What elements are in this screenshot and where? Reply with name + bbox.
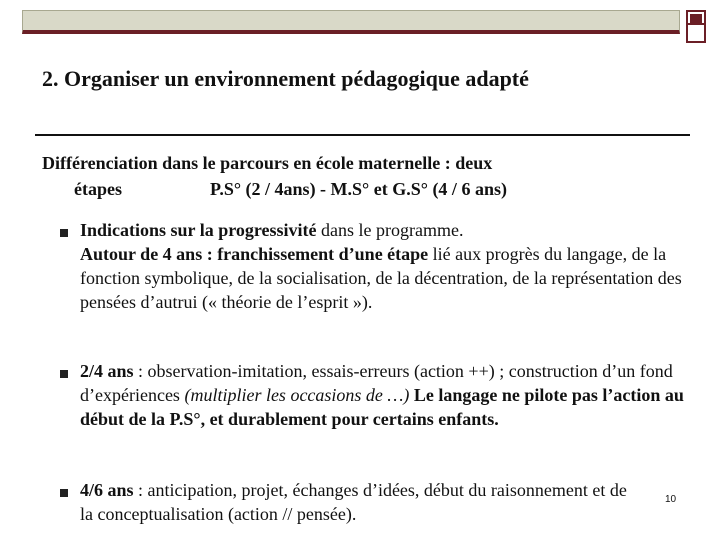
slide-subtitle bbox=[42, 150, 682, 202]
subtitle-line-2 bbox=[42, 176, 682, 202]
bullet3-bold-1: 4/6 ans bbox=[80, 480, 134, 500]
bullet1-text-1: dans le programme. bbox=[316, 220, 464, 240]
slide-title: 2. Organiser un environnement pédagogique adapté bbox=[42, 66, 529, 91]
bullet-text-1 bbox=[80, 218, 698, 314]
bullet-marker-1 bbox=[60, 229, 68, 237]
decorative-header-bar bbox=[22, 10, 680, 34]
page-number: 10 bbox=[665, 494, 677, 505]
bullet-text-2 bbox=[80, 359, 698, 431]
bullet-marker-2 bbox=[60, 370, 68, 378]
subtitle-line-1: Différenciation dans le parcours en école maternelle : deux bbox=[42, 153, 493, 173]
bullet2-text-1: : observation-imitation, essais-erreurs (action ++) ; construction d’un fond d’expériences bbox=[80, 361, 673, 405]
bullet1-text-2: lié aux progrès du langage, de la fonction symbolique, de la socialisation, de la décentration, de la représentation des pensées d’autrui (« théorie de l’esprit »). bbox=[80, 244, 682, 312]
subtitle-ages: P.S° (2 / 4ans) - M.S° et G.S° (4 / 6 ans) bbox=[210, 179, 507, 199]
bullet2-bold-2: Le langage ne pilote pas l’action au début de la P.S°, et durablement pour certains enfants. bbox=[80, 385, 684, 429]
bullet1-bold-2: Autour de 4 ans : franchissement d’une étape bbox=[80, 244, 429, 264]
bullet1-bold-1: Indications sur la progressivité bbox=[80, 220, 317, 240]
title-divider bbox=[35, 134, 690, 136]
subtitle-etapes: étapes bbox=[74, 179, 122, 199]
bullet3-text-1: : anticipation, projet, échanges d’idées, début du raisonnement et de la conceptualisation (action // pensée). bbox=[80, 480, 627, 524]
bullet-text-3 bbox=[80, 478, 640, 526]
decorative-corner-square-outline bbox=[686, 23, 706, 43]
bullet2-bold-1: 2/4 ans bbox=[80, 361, 134, 381]
bullet2-italic: (multiplier les occasions de …) bbox=[184, 385, 410, 405]
bullet-marker-3 bbox=[60, 489, 68, 497]
